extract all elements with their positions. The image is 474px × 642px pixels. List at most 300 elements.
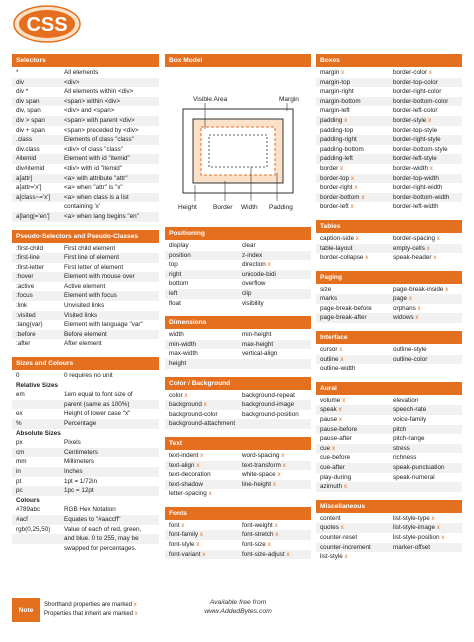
- property-mark: x: [202, 550, 206, 558]
- row-key: outline x: [320, 355, 344, 363]
- table-row: [12, 534, 159, 544]
- row-value: RGB Hex Notation: [64, 506, 116, 514]
- row-key: width: [169, 331, 184, 339]
- paging-section: [316, 271, 462, 323]
- table-row: [12, 193, 159, 203]
- row-value: pitch: [393, 425, 407, 433]
- table-row: [316, 87, 462, 97]
- row-value: <span> within <div>: [64, 97, 121, 105]
- note-label: Note: [12, 598, 40, 622]
- property-mark: x: [344, 553, 348, 561]
- property-mark: x: [196, 541, 200, 549]
- row-key: :first-child: [16, 244, 43, 252]
- table-row: [316, 552, 462, 562]
- row-key: div.class: [16, 145, 40, 153]
- aural-rows: [316, 395, 462, 492]
- row-key: px: [16, 439, 23, 447]
- row-value: clip: [242, 289, 252, 297]
- table-row: [12, 164, 159, 174]
- row-value: Before element: [64, 330, 107, 338]
- property-mark: x: [342, 396, 346, 404]
- row-value: Visited links: [64, 311, 98, 319]
- row-key: :visited: [16, 311, 36, 319]
- fonts-section: [165, 507, 311, 559]
- table-row: [165, 270, 311, 280]
- row-value: <span> preceded by <div>: [64, 126, 139, 134]
- row-key: position: [169, 251, 191, 259]
- row-key: a[lang|='en']: [16, 212, 50, 220]
- dimensions-section: [165, 316, 311, 368]
- row-value: background-repeat: [242, 391, 295, 399]
- row-key: speak x: [320, 406, 342, 414]
- visible-area-label: Visible Area: [193, 96, 228, 103]
- table-row: [12, 438, 159, 448]
- row-value: border-top-style: [393, 126, 438, 134]
- table-row: [316, 145, 462, 155]
- selectors-header: Selectors: [12, 54, 159, 67]
- table-row: [12, 253, 159, 263]
- row-key: min-width: [169, 340, 196, 348]
- table-row: [12, 126, 159, 136]
- row-value: All elements within <div>: [64, 88, 134, 96]
- positioning-header: Positioning: [165, 227, 311, 240]
- row-key: display: [169, 242, 189, 249]
- table-row: [165, 340, 311, 350]
- table-row: [316, 174, 462, 184]
- row-value: text-transform x: [242, 461, 286, 469]
- row-key: *: [16, 69, 19, 76]
- row-value: After element: [64, 340, 102, 348]
- row-value: border-bottom-style: [393, 145, 448, 153]
- relative-rows: [12, 390, 159, 428]
- table-row: [165, 251, 311, 261]
- row-key: pause x: [320, 416, 343, 424]
- table-row: [12, 544, 159, 554]
- row-value: min-height: [242, 331, 272, 339]
- table-row: [12, 339, 159, 349]
- row-value: border-right-width: [393, 184, 443, 192]
- property-mark: x: [339, 164, 344, 172]
- row-value: [389, 364, 462, 374]
- property-mark: x: [344, 116, 348, 124]
- row-value: speak-punctuation: [393, 464, 445, 471]
- property-mark: x: [428, 69, 432, 76]
- table-row: [316, 193, 462, 203]
- misc-rows: [316, 513, 462, 562]
- table-row: [12, 311, 159, 321]
- row-key: margin x: [320, 69, 345, 76]
- table-row: [165, 530, 311, 540]
- property-mark: x: [354, 184, 358, 192]
- row-key: counter-increment: [320, 543, 371, 551]
- table-row: [12, 263, 159, 273]
- row-key: #acf: [16, 515, 28, 523]
- table-row: [12, 212, 159, 222]
- row-key: azimuth x: [320, 483, 347, 491]
- row-key: cursor x: [320, 346, 343, 354]
- row-key: div, span: [16, 107, 41, 115]
- row-value: All elements: [64, 69, 99, 76]
- row-value: Percentage: [64, 420, 97, 427]
- row-value: Millimeters: [64, 458, 95, 466]
- property-mark: x: [203, 401, 207, 409]
- row-value: vertical-align: [242, 350, 278, 358]
- row-value: [238, 359, 311, 369]
- table-row: [165, 451, 311, 461]
- property-mark: x: [184, 391, 188, 399]
- row-key: :first-letter: [16, 263, 44, 271]
- row-key: padding-top: [320, 126, 354, 134]
- row-value: border-style x: [393, 116, 432, 124]
- table-row: [165, 330, 311, 340]
- row-key: :first-line: [16, 254, 40, 262]
- interface-section: [316, 331, 462, 374]
- row-value: font-size x: [242, 541, 271, 549]
- property-mark: x: [441, 533, 445, 541]
- row-value: Equates to "#aaccff": [64, 515, 121, 523]
- property-mark: x: [208, 490, 212, 498]
- row-key: :before: [16, 330, 36, 338]
- row-value: Centimeters: [64, 448, 98, 456]
- table-row: [165, 419, 311, 429]
- row-value: line-height x: [242, 480, 276, 488]
- row-value: <a> when lang begins "en": [64, 212, 139, 220]
- row-value: pitch-range: [393, 435, 425, 443]
- row-value: font-weight x: [242, 521, 278, 529]
- row-key: div: [16, 78, 25, 86]
- row-key: :link: [16, 302, 28, 310]
- property-mark: x: [196, 461, 200, 469]
- aural-header: Aural: [316, 382, 462, 395]
- table-row: [12, 78, 159, 88]
- row-value: border-top-width: [393, 174, 439, 182]
- table-row: [12, 457, 159, 467]
- table-row: [165, 410, 311, 420]
- pseudo-header: Pseudo-Selectors and Pseudo-Classes: [12, 230, 159, 243]
- row-value: unicode-bidi: [242, 270, 276, 278]
- row-value: orphans x: [393, 304, 421, 312]
- row-value: border-width x: [393, 164, 433, 172]
- row-key: font x: [169, 521, 185, 529]
- row-key: div > span: [16, 116, 45, 124]
- table-row: [316, 444, 462, 454]
- row-value: <a> when "attr" is "x": [64, 184, 123, 192]
- row-value: 1em equal to font size of: [64, 391, 133, 399]
- row-key: float: [169, 299, 181, 307]
- row-value: border-bottom-color: [393, 97, 449, 105]
- property-mark: x: [340, 524, 344, 532]
- table-row: [316, 405, 462, 415]
- row-key: pause-before: [320, 425, 358, 433]
- column-1: [12, 54, 159, 561]
- table-row: [165, 461, 311, 471]
- row-value: elevation: [393, 396, 419, 404]
- row-key: font-style x: [169, 541, 200, 549]
- property-mark: x: [339, 346, 343, 354]
- table-row: [316, 135, 462, 145]
- shorthand-mark: x: [133, 602, 137, 608]
- table-row: [316, 345, 462, 355]
- absolute-sizes-heading: Absolute Sizes: [16, 429, 61, 437]
- fonts-header: Fonts: [165, 507, 311, 520]
- property-mark: x: [408, 295, 412, 303]
- table-row: [316, 78, 462, 88]
- row-key: letter-spacing x: [169, 490, 212, 498]
- row-value: <div>: [64, 78, 80, 86]
- row-value: First letter of element: [64, 263, 124, 271]
- row-key: pt: [16, 477, 22, 485]
- row-key: border-bottom x: [320, 193, 365, 201]
- row-key: ex: [16, 410, 23, 418]
- row-key: [12, 534, 64, 544]
- pseudo-section: [12, 230, 159, 350]
- row-key: a[class~='x']: [16, 193, 51, 201]
- table-row: [316, 106, 462, 116]
- row-key: :hover: [16, 273, 34, 281]
- row-value: font-stretch x: [242, 531, 279, 539]
- table-row: [12, 448, 159, 458]
- table-row: [316, 425, 462, 435]
- row-key: background-color: [169, 410, 218, 418]
- table-row: [316, 434, 462, 444]
- row-key: %: [16, 420, 22, 427]
- row-key: text-shadow: [169, 480, 203, 488]
- positioning-section: [165, 227, 311, 308]
- row-key: right: [169, 270, 182, 278]
- table-row: [316, 253, 462, 263]
- table-row: [12, 97, 159, 107]
- row-value: white-space x: [242, 471, 281, 479]
- note-box: [12, 598, 159, 622]
- table-row: [12, 174, 159, 184]
- row-key: border-right x: [320, 184, 358, 192]
- row-key: border-left x: [320, 203, 354, 211]
- selectors-section: [12, 54, 159, 222]
- row-key: text-decoration: [169, 471, 211, 479]
- table-row: [316, 463, 462, 473]
- sizes-section: [12, 357, 159, 553]
- row-key: div + span: [16, 126, 45, 134]
- row-value: <div> and <span>: [64, 107, 115, 115]
- table-row: [165, 540, 311, 550]
- property-mark: x: [445, 285, 449, 293]
- row-value: Element with mouse over: [64, 273, 135, 281]
- box-model-svg: [165, 67, 311, 217]
- property-mark: x: [275, 531, 279, 539]
- table-row: [316, 304, 462, 314]
- row-key: border x: [320, 164, 344, 172]
- row-key: a[attr]: [16, 174, 33, 182]
- boxes-rows: [316, 67, 462, 212]
- property-mark: x: [350, 203, 354, 211]
- row-value: <div> of class "class": [64, 145, 124, 153]
- table-row: [12, 419, 159, 429]
- row-key: page-break-after: [320, 314, 367, 322]
- table-row: [12, 486, 159, 496]
- aural-section: [316, 382, 462, 492]
- property-mark: x: [350, 174, 354, 182]
- width-label: Width: [241, 204, 258, 211]
- table-row: [12, 272, 159, 282]
- row-value: direction x: [242, 261, 271, 269]
- table-row: [12, 154, 159, 164]
- paging-header: Paging: [316, 271, 462, 284]
- table-row: [316, 533, 462, 543]
- table-row: [316, 523, 462, 533]
- table-row: [316, 415, 462, 425]
- table-row: [12, 87, 159, 97]
- row-key: margin-left: [320, 107, 350, 115]
- row-key: margin-right: [320, 88, 354, 96]
- row-key: in: [16, 467, 21, 475]
- row-value: border-color x: [393, 69, 432, 76]
- row-key: pause-after: [320, 435, 352, 443]
- table-row: [316, 473, 462, 483]
- row-key: content: [320, 514, 341, 522]
- row-value: outline-color: [393, 355, 428, 363]
- row-key: #789abc: [16, 506, 41, 514]
- table-row: [165, 470, 311, 480]
- row-key: rgb(0,25,50): [16, 525, 51, 533]
- row-value: border-bottom-width: [393, 193, 450, 201]
- row-key: :focus: [16, 292, 33, 300]
- row-key: [12, 400, 64, 410]
- table-row: [165, 279, 311, 289]
- table-row: [12, 116, 159, 126]
- row-value: Inches: [64, 467, 83, 475]
- row-key: mm: [16, 458, 27, 466]
- table-row: [165, 260, 311, 270]
- logo-text: CSS: [26, 14, 68, 36]
- property-mark: x: [431, 514, 435, 522]
- dimensions-header: Dimensions: [165, 316, 311, 329]
- row-key: max-width: [169, 350, 198, 358]
- table-row: [12, 467, 159, 477]
- margin-label: Margin: [279, 96, 299, 103]
- table-row: [12, 515, 159, 525]
- paging-rows: [316, 284, 462, 323]
- row-key: #itemid: [16, 155, 37, 163]
- row-value: and blue. 0 to 255, may be: [64, 535, 139, 543]
- table-row: [165, 241, 311, 251]
- row-value: visibility: [242, 299, 264, 307]
- table-row: [316, 164, 462, 174]
- row-value: Value of each of red, green,: [64, 525, 142, 533]
- row-value: speech-rate: [393, 406, 427, 414]
- positioning-rows: [165, 240, 311, 308]
- colours-heading: Colours: [16, 496, 40, 504]
- row-value: 1pt = 1/72in: [64, 477, 98, 485]
- table-row: [12, 282, 159, 292]
- table-row: [316, 294, 462, 304]
- row-key: .class: [16, 136, 33, 144]
- table-row: [12, 320, 159, 330]
- property-mark: x: [355, 234, 359, 242]
- row-key: height: [169, 359, 187, 367]
- row-key: list-style x: [320, 553, 348, 561]
- table-row: [165, 359, 311, 369]
- table-row: [12, 202, 159, 212]
- row-key: play-during: [320, 473, 352, 481]
- table-row: [12, 183, 159, 193]
- table-row: [165, 289, 311, 299]
- row-value: speak-header x: [393, 254, 437, 262]
- row-value: [238, 489, 311, 499]
- misc-section: [316, 500, 462, 562]
- row-value: border-left-style: [393, 155, 437, 163]
- row-value: page x: [393, 295, 412, 303]
- row-key: background x: [169, 401, 207, 409]
- table-row: [316, 244, 462, 254]
- row-value: max-height: [242, 340, 274, 348]
- sizes-rows: [12, 370, 159, 553]
- property-mark: x: [415, 314, 419, 322]
- colour-background-section: [165, 377, 311, 429]
- row-key: cue-after: [320, 464, 345, 471]
- row-key: padding x: [320, 116, 348, 124]
- row-key: padding-left: [320, 155, 353, 163]
- boxmodel-header: Box Model: [165, 54, 311, 67]
- row-key: margin-top: [320, 78, 351, 86]
- row-key: font-family x: [169, 531, 203, 539]
- row-key: outline-width: [320, 365, 356, 373]
- table-row: [165, 550, 311, 560]
- row-value: border-left-color: [393, 107, 438, 115]
- table-row: [316, 154, 462, 164]
- property-mark: x: [274, 521, 278, 529]
- row-value: font-size-adjust x: [242, 550, 290, 558]
- footer-url[interactable]: www.AddedBytes.com: [204, 608, 272, 615]
- row-key: text-align x: [169, 461, 200, 469]
- row-value: Element with id "itemid": [64, 155, 130, 163]
- height-label: Height: [178, 204, 197, 211]
- property-mark: x: [267, 541, 271, 549]
- property-mark: x: [338, 416, 343, 424]
- table-row: [316, 126, 462, 136]
- row-value: [389, 482, 462, 492]
- row-key: border-top x: [320, 174, 354, 182]
- row-value: border-spacing x: [393, 234, 440, 242]
- property-mark: x: [200, 451, 204, 459]
- interface-rows: [316, 344, 462, 374]
- row-value: [238, 419, 311, 429]
- table-row: [316, 116, 462, 126]
- content-box: [209, 135, 267, 167]
- table-row: [12, 330, 159, 340]
- table-row: [12, 525, 159, 535]
- row-key: bottom: [169, 280, 189, 288]
- row-value: Unvisited links: [64, 302, 105, 310]
- table-row: [316, 543, 462, 553]
- row-key: cue x: [320, 444, 336, 452]
- table-row: [316, 313, 462, 323]
- column-2: [165, 54, 311, 567]
- boxmodel-section: [165, 54, 311, 219]
- row-key: page-break-before: [320, 304, 372, 312]
- row-value: marker-offset: [393, 543, 430, 551]
- row-value: voice-family: [393, 416, 427, 424]
- row-key: margin-bottom: [320, 97, 361, 105]
- dimensions-rows: [165, 329, 311, 368]
- property-mark: x: [181, 521, 185, 529]
- row-value: <a> when class is a list: [64, 193, 129, 201]
- inherit-mark: x: [134, 611, 138, 617]
- table-row: [316, 68, 462, 78]
- text-header: Text: [165, 437, 311, 450]
- table-row: [12, 145, 159, 155]
- row-key: a[attr='x']: [16, 184, 42, 192]
- property-mark: x: [429, 164, 433, 172]
